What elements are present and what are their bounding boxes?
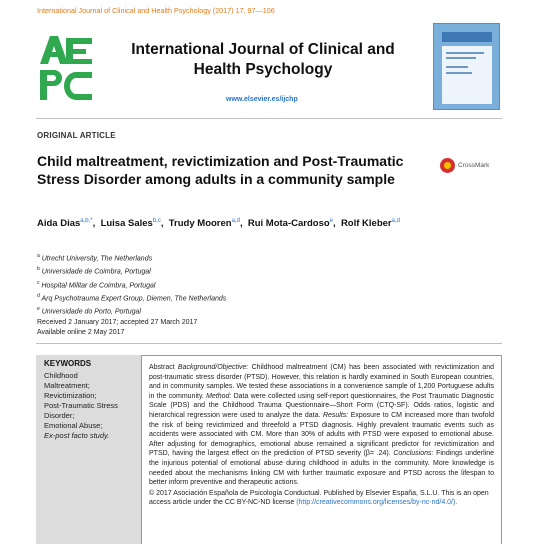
keywords-panel xyxy=(36,355,141,544)
abstract-section-label: Conclusions: xyxy=(393,450,434,458)
keyword-item: Maltreatment; xyxy=(44,381,90,390)
affiliation-item: $^a$ Utrecht University, The Netherlands xyxy=(37,253,153,263)
header-divider xyxy=(36,118,502,119)
author-name: Rolf Kleber xyxy=(340,218,392,230)
abstract-section-label: Method: xyxy=(206,392,232,400)
affiliation-item: $^d$ Arq Psychotrauma Expert Group, Diemen, The Netherlands xyxy=(37,292,227,303)
journal-url-link[interactable]: www.elsevier.es/ijchp xyxy=(226,96,298,103)
keyword-item: Emotional Abuse; xyxy=(44,421,103,430)
author-list: Aida Dias$^{a,b,*}$, Luisa Sales$^{b,c}$, Trudy Mooren$^{a,d}$, Rui Mota-Cardoso$^e$, Rolf Kleber$^{a,d}$ xyxy=(37,218,400,230)
abstract-background-text: Childhood maltreatment (CM) has been associated with revictimization and post-traumatic stress disorder (PTSD). However, this relation is hardly examined in South European countries, and in community samples. We tested these associations in a convenience sample of 1,200 Portuguese adults in the community. xyxy=(149,364,494,400)
author-name: Aida Dias xyxy=(37,218,81,230)
abstract-body xyxy=(149,363,494,508)
keyword-item: Post-Traumatic Stress xyxy=(44,401,118,410)
author-affiliation-mark[interactable]: b,c xyxy=(152,218,161,224)
aepc-logo xyxy=(36,34,98,104)
online-date: Available online 2 May 2017 xyxy=(37,329,125,336)
author-name: Luisa Sales xyxy=(100,218,153,230)
affiliation-item: $^e$ Universidade do Porto, Portugal xyxy=(37,306,141,316)
abstract-section-label: Background/Objective: xyxy=(177,364,249,371)
abstract-section-label: Results: xyxy=(322,411,349,419)
author-affiliation-mark[interactable]: a,d xyxy=(231,218,240,224)
keyword-item: Revictimization; xyxy=(44,391,97,400)
article-dates xyxy=(37,318,197,338)
received-date: Received 2 January 2017; accepted 27 March 2017 xyxy=(37,319,198,326)
license-link[interactable]: (http://creativecommons.org/licenses/by-nc-nd/4.0/). xyxy=(296,499,458,507)
keyword-item: Childhood xyxy=(44,371,78,380)
article-type: ORIGINAL ARTICLE xyxy=(37,131,116,140)
crossmark-badge[interactable] xyxy=(440,158,489,173)
keyword-item: Disorder; xyxy=(44,411,75,420)
copyright-text: © 2017 Asociación Española de Psicología Conductual. Published by Elsevier España, S.L.U. This is an open access article under the CC BY-NC-ND license xyxy=(149,489,489,507)
abstract-method-text: Data were collected using self-report questionnaires, the Post Traumatic Diagnostic Scale (PDS) and the Childhood Trauma Questionnaire—Short Form (CTQ-SF). Odds ratios, logistic and hierarchical regression were used to analyze the data. xyxy=(149,392,494,419)
author-name: Trudy Mooren xyxy=(168,218,232,230)
article-title: Child maltreatment, revictimization and Post-Traumatic Stress Disorder among adults in a community sample xyxy=(37,153,404,187)
abstract-label: Abstract xyxy=(149,364,175,371)
crossmark-label: CrossMark xyxy=(458,162,490,169)
author-affiliation-mark[interactable]: a,b,* xyxy=(80,218,93,224)
section-divider xyxy=(36,343,502,344)
affiliation-list xyxy=(37,251,226,318)
journal-title: International Journal of Clinical and Health Psychology xyxy=(131,41,395,78)
keyword-item: Ex-post facto study. xyxy=(44,431,110,440)
affiliation-item: $^b$ Universidade de Coimbra, Portugal xyxy=(37,266,151,276)
journal-cover-thumbnail xyxy=(433,23,500,110)
author-affiliation-mark[interactable]: e xyxy=(329,218,334,224)
affiliation-item: $^c$ Hospital Militar de Coimbra, Portugal xyxy=(37,279,156,289)
crossmark-icon xyxy=(440,158,455,173)
copyright-notice xyxy=(149,489,494,508)
author-name: Rui Mota-Cardoso xyxy=(247,218,330,230)
author-affiliation-mark[interactable]: a,d xyxy=(391,218,400,224)
journal-citation: International Journal of Clinical and Health Psychology (2017) 17, 97—106 xyxy=(37,6,275,15)
abstract-results-text: Exposure to CM increased more than twofold the risk of being revictimized and threefold a PTSD diagnosis. Highly prevalent traumatic events such as accidents were associated with CM. More than 30% of adults with PTSD were exposed to emotional abuse. After adjusting for demographics, emotional abuse remained a significant predictor for revictimization and PTSD, having the largest effect on the prediction of PTSD severity (β= .24). xyxy=(149,411,494,458)
abstract-panel xyxy=(141,355,502,544)
abstract-conclusions-text: Findings underline the injurious potential of emotional abuse during childhood in adults in the community. More knowledge is needed about the mechanisms linking CM with further traumatic exposure and PTSD across the lifespan to better inform preventive and therapeutic actions. xyxy=(149,450,494,487)
keywords-title: KEYWORDS xyxy=(44,359,92,368)
